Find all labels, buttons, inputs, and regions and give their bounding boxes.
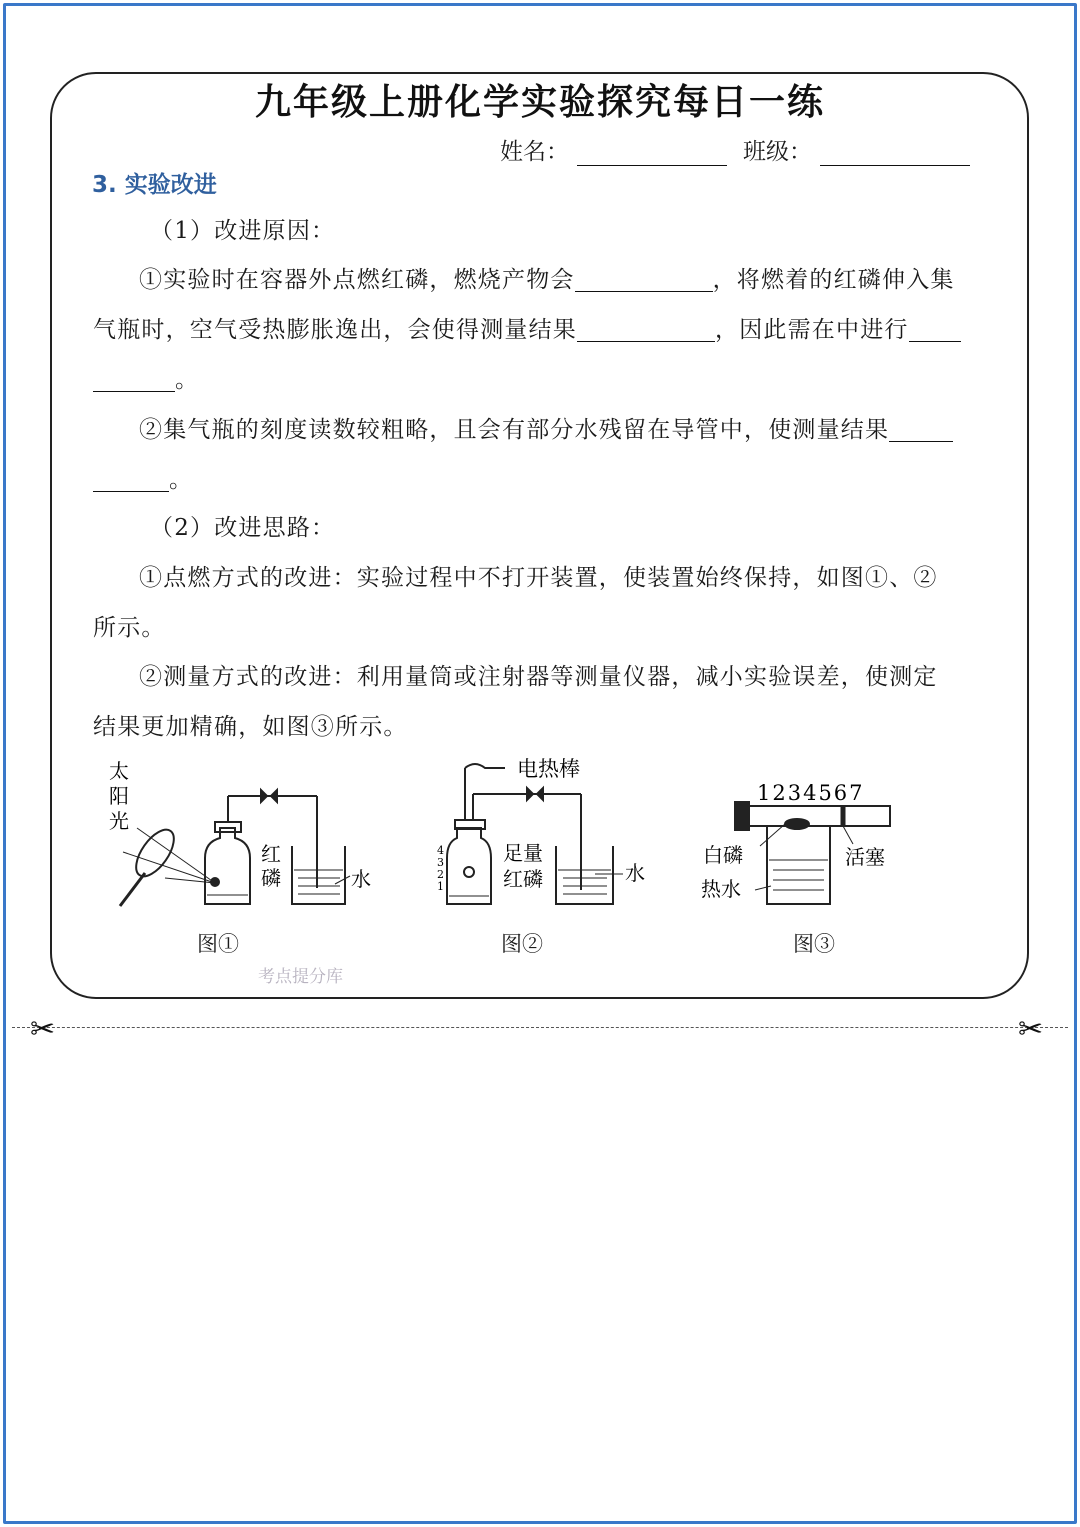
fig1-water-label: 水 bbox=[351, 867, 371, 891]
fig3-piston-label: 活塞 bbox=[845, 845, 885, 869]
part1-heading: （1）改进原因： bbox=[150, 218, 336, 244]
fig2-tick-2: 2 bbox=[437, 868, 444, 881]
section-title: 3. 实验改进 bbox=[92, 172, 217, 198]
fig1-phosphorus-label-1: 红 bbox=[261, 842, 281, 866]
fig2-tick-3: 3 bbox=[437, 856, 444, 869]
fig2-caption: 图② bbox=[501, 932, 543, 956]
cut-line bbox=[12, 1027, 1068, 1028]
fig1-sun-label-1: 太 bbox=[109, 759, 129, 783]
fig1-beaker bbox=[292, 846, 345, 904]
class-label: 班级： bbox=[743, 139, 812, 165]
page-title: 九年级上册化学实验探究每日一练 bbox=[254, 81, 825, 123]
answer-blank-4a[interactable] bbox=[889, 417, 953, 442]
lens-handle bbox=[120, 873, 145, 906]
fig2-tick-4: 4 bbox=[437, 844, 444, 857]
part1-paragraph-1: ①实验时在容器外点燃红磷，燃烧产物会 ，将燃着的红磷伸入集 气瓶时，空气受热膨胀逸出，会使得测量结果 ，因此需在中进行 。 bbox=[93, 255, 988, 405]
name-blank[interactable] bbox=[577, 141, 727, 166]
fig1-caption: 图① bbox=[197, 932, 239, 956]
fig3-syringe bbox=[735, 806, 890, 826]
name-label: 姓名： bbox=[500, 139, 569, 165]
student-info-row bbox=[500, 133, 986, 166]
fig1-sun-label-2: 阳 bbox=[109, 784, 129, 808]
class-blank[interactable] bbox=[820, 141, 970, 166]
fig2-phosphorus-label-1: 足量 bbox=[503, 841, 543, 865]
fig3-scale-label: 1234567 bbox=[757, 781, 865, 805]
answer-blank-2[interactable] bbox=[577, 317, 715, 342]
fig3-hot-water-label: 热水 bbox=[701, 877, 741, 901]
fig1-phosphorus-label-2: 磷 bbox=[261, 866, 281, 890]
fig1-gas-bottle bbox=[205, 828, 250, 904]
fig2-beaker bbox=[556, 846, 613, 904]
watermark-logo: 考点提分库 bbox=[258, 967, 343, 987]
part2-paragraph-2: ②测量方式的改进：利用量筒或注射器等测量仪器，减小实验误差，使测定 结果更加精确，如图③所示。 bbox=[93, 664, 938, 740]
answer-blank-3b[interactable] bbox=[93, 367, 175, 392]
scissors-left-icon: ✂ bbox=[30, 1012, 56, 1047]
fig1-sun-label-3: 光 bbox=[109, 809, 129, 833]
fig2-tick-1: 1 bbox=[437, 880, 444, 893]
fig3-white-phosphorus-label: 白磷 bbox=[703, 843, 743, 867]
part2-heading: （2）改进思路： bbox=[150, 515, 336, 541]
answer-blank-1[interactable] bbox=[575, 267, 713, 292]
answer-blank-3a[interactable] bbox=[909, 317, 961, 342]
answer-blank-4b[interactable] bbox=[93, 467, 169, 492]
fig3-beaker bbox=[767, 826, 830, 904]
fig2-water-label: 水 bbox=[625, 861, 645, 885]
fig2-phosphorus-label-2: 红磷 bbox=[503, 867, 543, 891]
fig2-heater-label: 电热棒 bbox=[517, 758, 580, 781]
scissors-right-icon: ✂ bbox=[1018, 1012, 1044, 1047]
part1-paragraph-2: ②集气瓶的刻度读数较粗略，且会有部分水残留在导管中，使测量结果 。 bbox=[93, 405, 988, 505]
apparatus-diagram bbox=[95, 758, 915, 928]
fig3-caption: 图③ bbox=[793, 932, 835, 956]
apparatus-figures bbox=[95, 758, 915, 978]
part2-paragraph-1: ①点燃方式的改进：实验过程中不打开装置，使装置始终保持，如图①、② 所示。 bbox=[93, 565, 938, 641]
